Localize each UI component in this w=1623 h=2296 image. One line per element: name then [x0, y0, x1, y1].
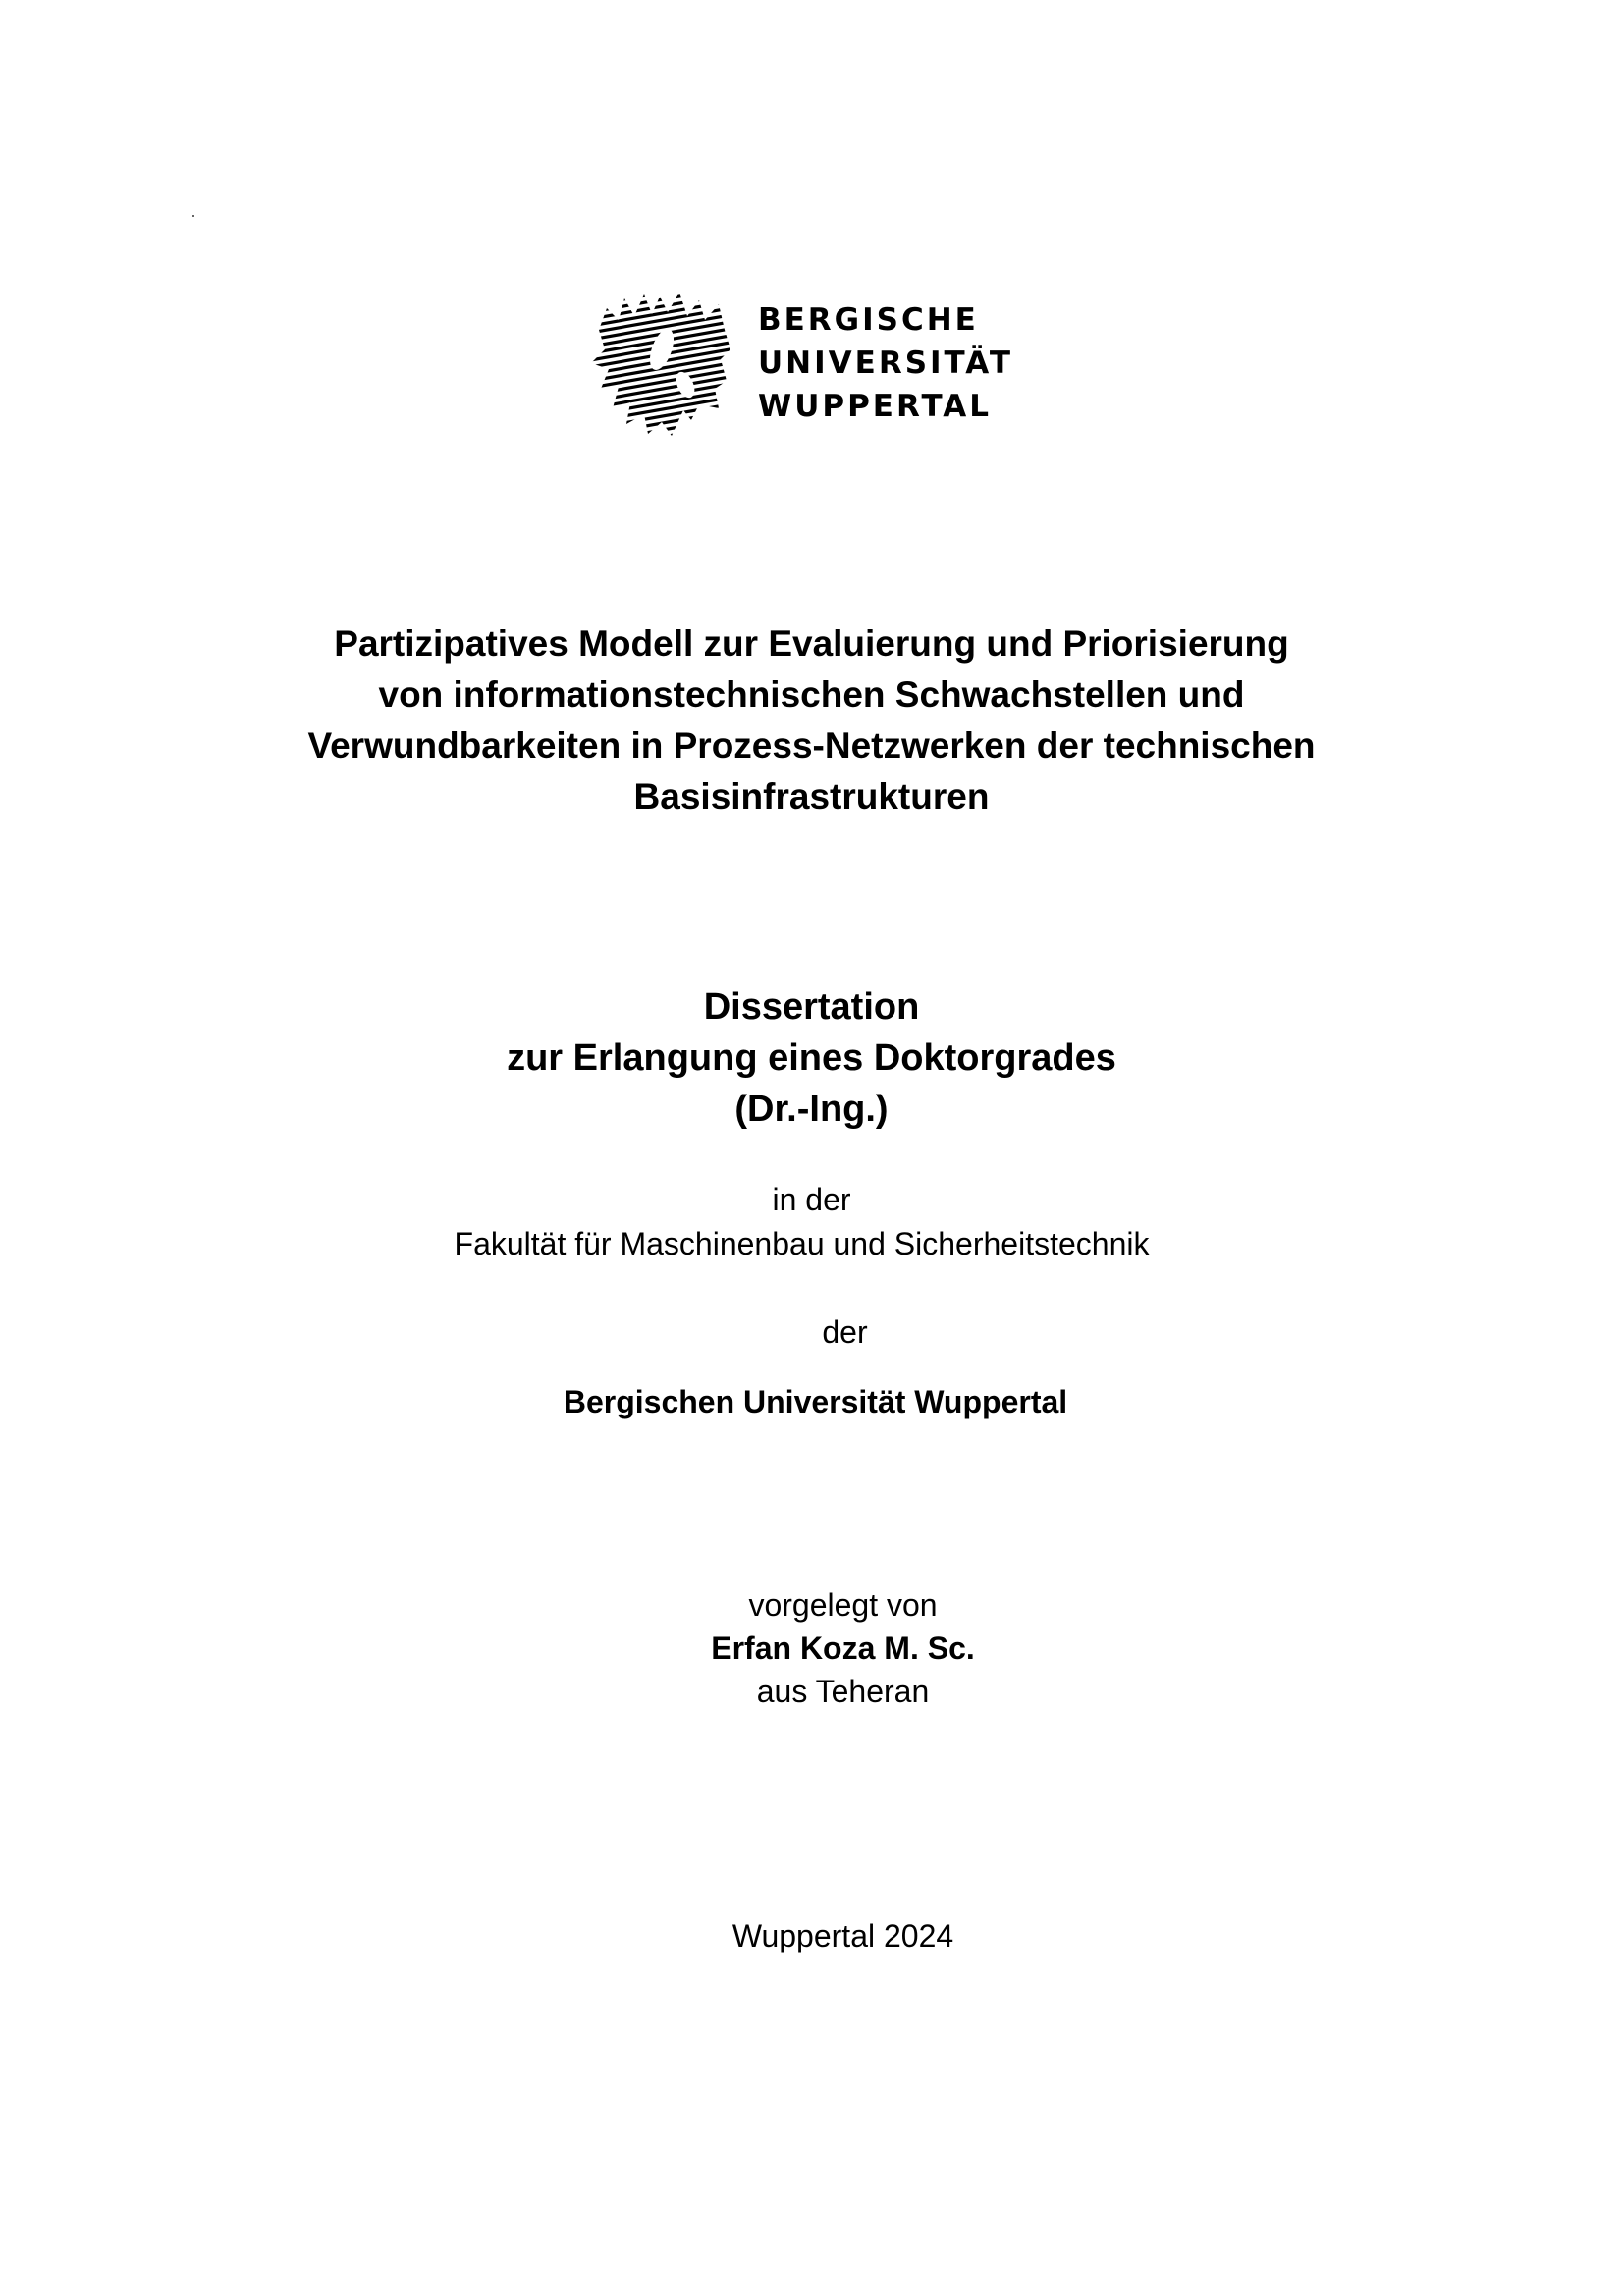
dissertation-heading [0, 982, 1623, 1135]
author-name: Erfan Koza M. Sc. [711, 1630, 975, 1666]
dissertation-line-2: zur Erlangung eines Doktorgrades [507, 1038, 1116, 1079]
author-origin: aus Teheran [756, 1674, 930, 1709]
place-year: Wuppertal 2024 [731, 1918, 954, 1953]
dissertation-line-3: (Dr.-Ing.) [734, 1089, 889, 1130]
university-logo [589, 291, 1014, 438]
faculty-connector: der [822, 1314, 868, 1350]
title-line-2: von informationstechnischen Schwachstellen und [378, 674, 1245, 715]
wordmark-line-3: WUPPERTAL [758, 389, 992, 424]
title-line-3: Verwundbarkeiten in Prozess-Netzwerken der technischen [307, 725, 1316, 766]
faculty-prefix: in der [772, 1182, 851, 1217]
title-line-1: Partizipatives Modell zur Evaluierung und Priorisierung [334, 623, 1289, 664]
title-line-4: Basisinfrastrukturen [633, 776, 990, 817]
stray-dot [192, 215, 194, 217]
wuppertal-lion-icon [589, 291, 734, 438]
author-prefix: vorgelegt von [748, 1587, 938, 1623]
wordmark-line-1: BERGISCHE [758, 302, 979, 338]
faculty-name: Fakultät für Maschinenbau und Sicherheitstechnik [454, 1226, 1150, 1261]
university-wordmark [758, 298, 1013, 428]
thesis-title [0, 618, 1623, 823]
wordmark-line-2: UNIVERSITÄT [758, 346, 1014, 381]
dissertation-line-1: Dissertation [703, 987, 920, 1028]
university-name: Bergischen Universität Wuppertal [563, 1384, 1068, 1419]
